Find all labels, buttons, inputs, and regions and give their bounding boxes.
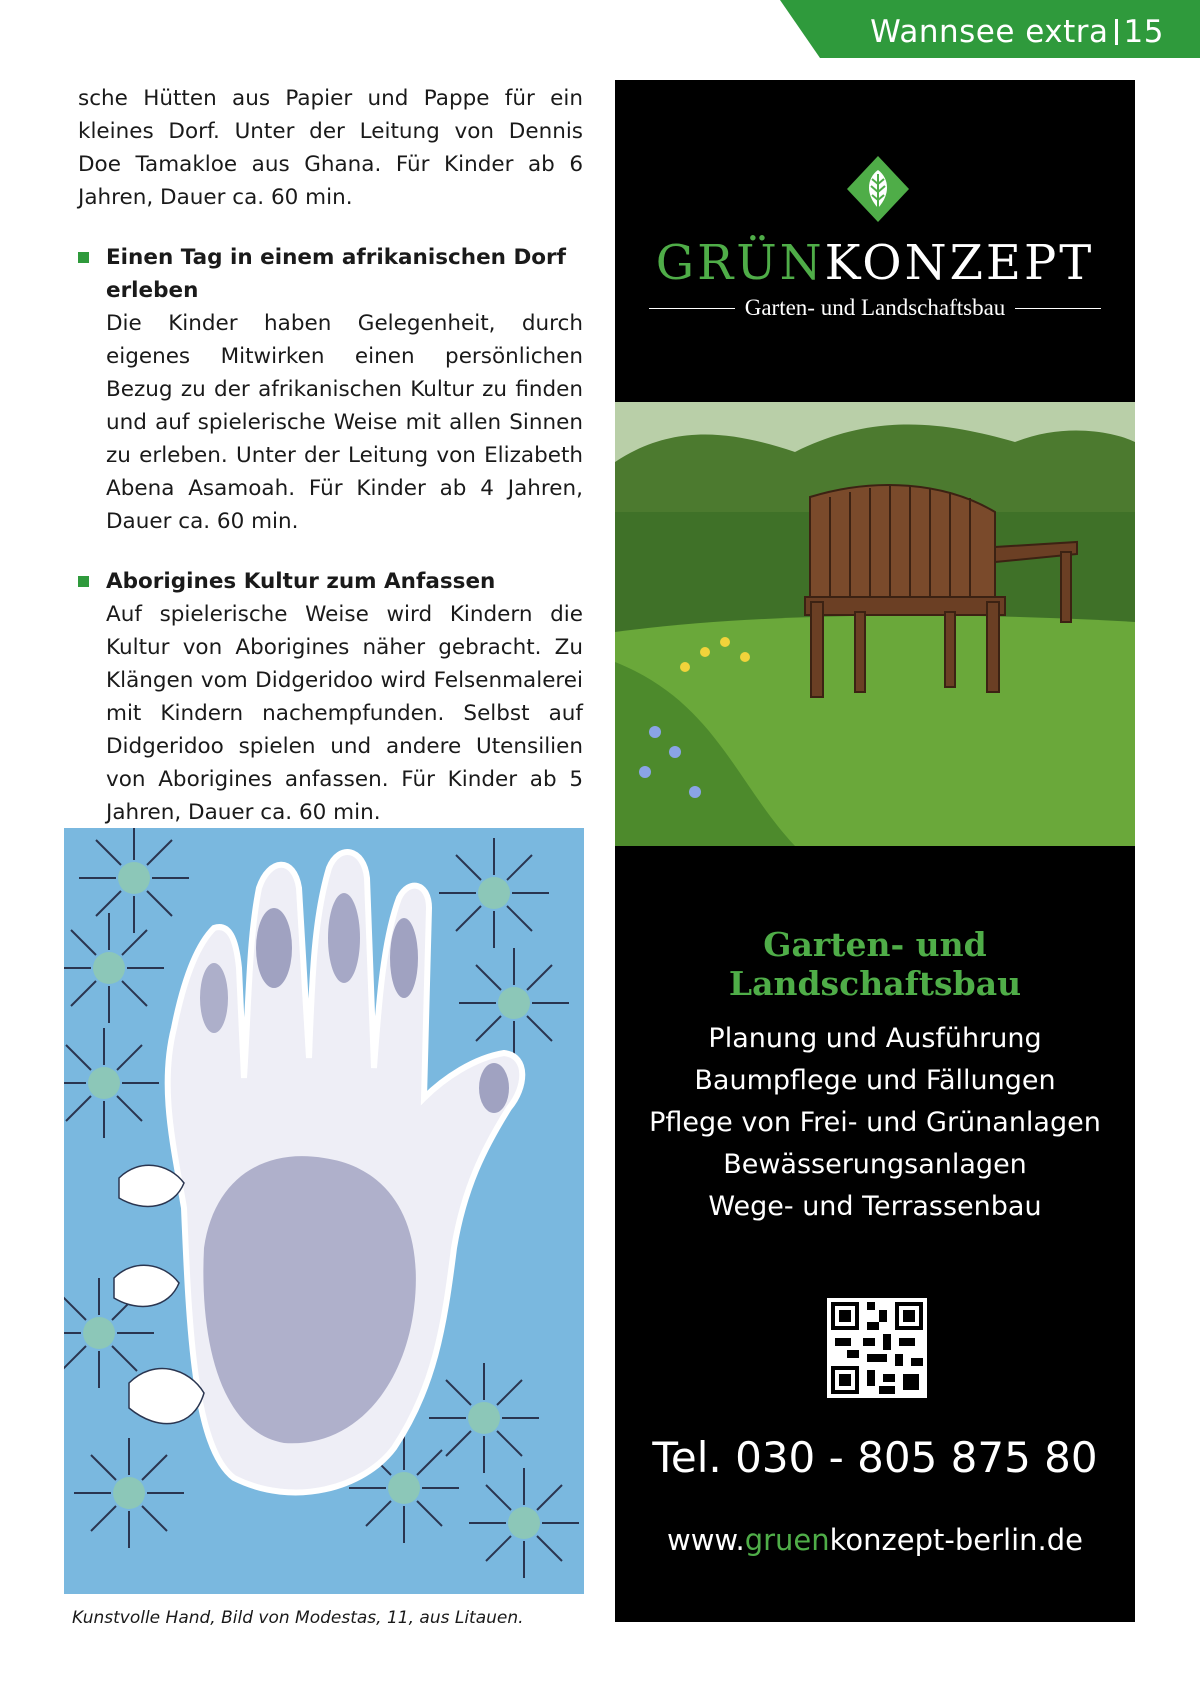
article-item-title: Einen Tag in einem afrikanischen Dorf erleben — [106, 245, 567, 303]
brand-subtitle-text: Garten- und Landschaftsbau — [744, 295, 1006, 320]
url-prefix: www. — [667, 1523, 745, 1557]
article-item-body — [106, 241, 583, 538]
service-item: Pflege von Frei- und Grünanlagen — [649, 1107, 1101, 1138]
article — [78, 82, 583, 829]
brand-subtitle — [649, 295, 1101, 321]
url-green-part: gruen — [744, 1523, 830, 1557]
website-link[interactable] — [615, 1523, 1135, 1557]
service-item: Wege- und Terrassenbau — [708, 1191, 1042, 1222]
bullet-square-icon — [78, 576, 89, 587]
gruenkonzept-advertisement — [615, 80, 1135, 1622]
child-artwork-image — [64, 828, 584, 1594]
divider-line — [1015, 308, 1101, 309]
article-item — [78, 565, 583, 829]
ad-headline: Garten- und Landschaftsbau — [728, 925, 1022, 1003]
leaf-icon — [843, 154, 913, 224]
image-caption: Kunstvolle Hand, Bild von Modestas, 11, aus Litauen. — [72, 1608, 524, 1628]
page-header — [870, 14, 1164, 50]
header-separator — [1115, 19, 1118, 45]
article-intro: sche Hütten aus Papier und Pappe für ein kleines Dorf. Unter der Leitung von Dennis Doe Tamakloe aus Ghana. Für Kinder ab 6 Jahren, Dauer ca. 60 min. — [78, 86, 583, 210]
garden-bench-photo — [615, 402, 1135, 846]
url-suffix: konzept-berlin.de — [829, 1523, 1083, 1557]
phone-number: Tel. 030 - 805 875 80 — [652, 1433, 1098, 1482]
article-item-text: Die Kinder haben Gelegenheit, durch eigenes Mitwirken einen persönlichen Bezug zu der afrikanischen Kultur zu finden und auf spielerische Weise mit allen Sinnen zu erleben. Unter der Leitung von Elizabeth Abena Asamoah. Für Kinder ab 4 Jahren, Dauer ca. 60 min. — [106, 311, 583, 534]
brand-green-part: GRÜN — [655, 235, 825, 291]
brand-white-part: KONZEPT — [824, 235, 1095, 291]
page-number: 15 — [1123, 14, 1164, 50]
bullet-square-icon — [78, 252, 89, 263]
brand-logo — [615, 235, 1135, 291]
service-item: Baumpflege und Fällungen — [694, 1065, 1056, 1096]
service-item: Bewässerungsanlagen — [723, 1149, 1027, 1180]
article-item — [78, 241, 583, 538]
article-item-title: Aborigines Kultur zum Anfassen — [106, 569, 496, 594]
services-list — [615, 1018, 1135, 1228]
section-title: Wannsee extra — [870, 14, 1109, 50]
hand-drawing — [64, 828, 584, 1594]
article-item-body — [106, 565, 583, 829]
service-item: Planung und Ausführung — [708, 1023, 1042, 1054]
qr-code-icon[interactable] — [827, 1298, 927, 1398]
divider-line — [649, 308, 735, 309]
article-item-text: Auf spielerische Weise wird Kindern die Kultur von Aborigines näher gebracht. Zu Klängen vom Didgeridoo wird Felsenmalerei mit Kindern nachempfunden. Selbst auf Didgeridoo spielen und andere Utensilien von Aborigines anfassen. Für Kinder ab 5 Jahren, Dauer ca. 60 min. — [106, 602, 583, 825]
